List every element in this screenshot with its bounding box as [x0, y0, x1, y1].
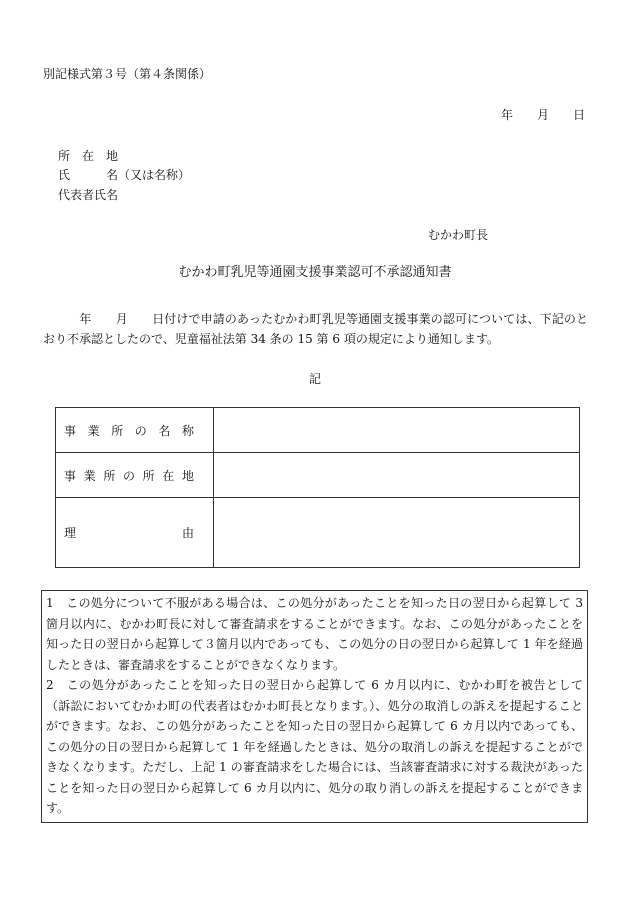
label-char: 所 — [103, 468, 116, 483]
table-row — [56, 408, 580, 453]
name-label: 氏 名（又は名称） — [58, 168, 191, 182]
label-char: の — [122, 468, 135, 483]
facility-address-value — [214, 453, 580, 498]
facility-address-label — [56, 453, 214, 498]
label-char: 所 — [111, 423, 124, 438]
details-table — [55, 407, 580, 568]
ki-marker: 記 — [308, 372, 321, 386]
facility-name-value — [214, 408, 580, 453]
table-row — [56, 498, 580, 568]
issuer: むかわ町長 — [428, 228, 489, 242]
label-char: 理 — [64, 526, 77, 540]
reason-label — [56, 498, 214, 568]
label-char: 在 — [162, 468, 175, 483]
label-char: 業 — [87, 423, 100, 438]
label-char: 業 — [83, 468, 96, 483]
label-char: 事 — [64, 468, 77, 483]
form-number: 別記様式第３号（第４条関係） — [43, 67, 212, 81]
note-2: 2 この処分があったことを知った日の翌日から起算して 6 カ月以内に、むかわ町を被告として（訴訟においてむかわ町の代表者はむかわ町長となります。）、処分の取消しの訴えを提起することができます。なお、この処分があったことを知った日の翌日から起算して 6 カ月以内であっても、この処分の日の翌日から起算して 1 年を経過したときは、処分の取消しの訴えを提起することができなくなります。ただし、上記 1 の審査請求をした場合には、当該審査請求に対する裁決があったことを知った日の翌日から起算して 6 カ月以内に、処分の取り消しの訴えを提起することができます。 — [46, 678, 583, 815]
label-char: 由 — [181, 526, 194, 540]
note-1: 1 この処分について不服がある場合は、この処分があったことを知った日の翌日から起算して 3 箇月以内に、むかわ町長に対して審査請求をすることができます。なお、この処分があったことを知った日の翌日から起算して３箇月以内であっても、この処分の日の翌日から起算して 1 年を経過したときは、審査請求をすることができなくなります。 — [46, 596, 583, 672]
label-char: 地 — [181, 468, 194, 483]
label-char: の — [134, 423, 147, 438]
date-month: 月 — [537, 108, 550, 122]
table-row — [56, 453, 580, 498]
date-year: 年 — [501, 108, 514, 122]
address-label: 所 在 地 — [58, 149, 119, 163]
notice-body: 年 月 日付けで申請のあったむかわ町乳児等通園支援事業の認可については、下記のとおり不承認としたので、児童福祉法第 34 条の 15 第 6 項の規定により通知します。 — [43, 312, 588, 346]
label-char: 名 — [158, 423, 171, 438]
label-char: 称 — [181, 423, 194, 438]
reason-value — [214, 498, 580, 568]
notes-box — [41, 590, 588, 823]
document-title: むかわ町乳児等通園支援事業認可不承認通知書 — [178, 265, 452, 280]
representative-label: 代表者氏名 — [58, 188, 119, 202]
date-day: 日 — [573, 108, 586, 122]
facility-name-label — [56, 408, 214, 453]
date-line — [501, 109, 585, 121]
label-char: 所 — [142, 468, 155, 483]
label-char: 事 — [64, 423, 77, 438]
